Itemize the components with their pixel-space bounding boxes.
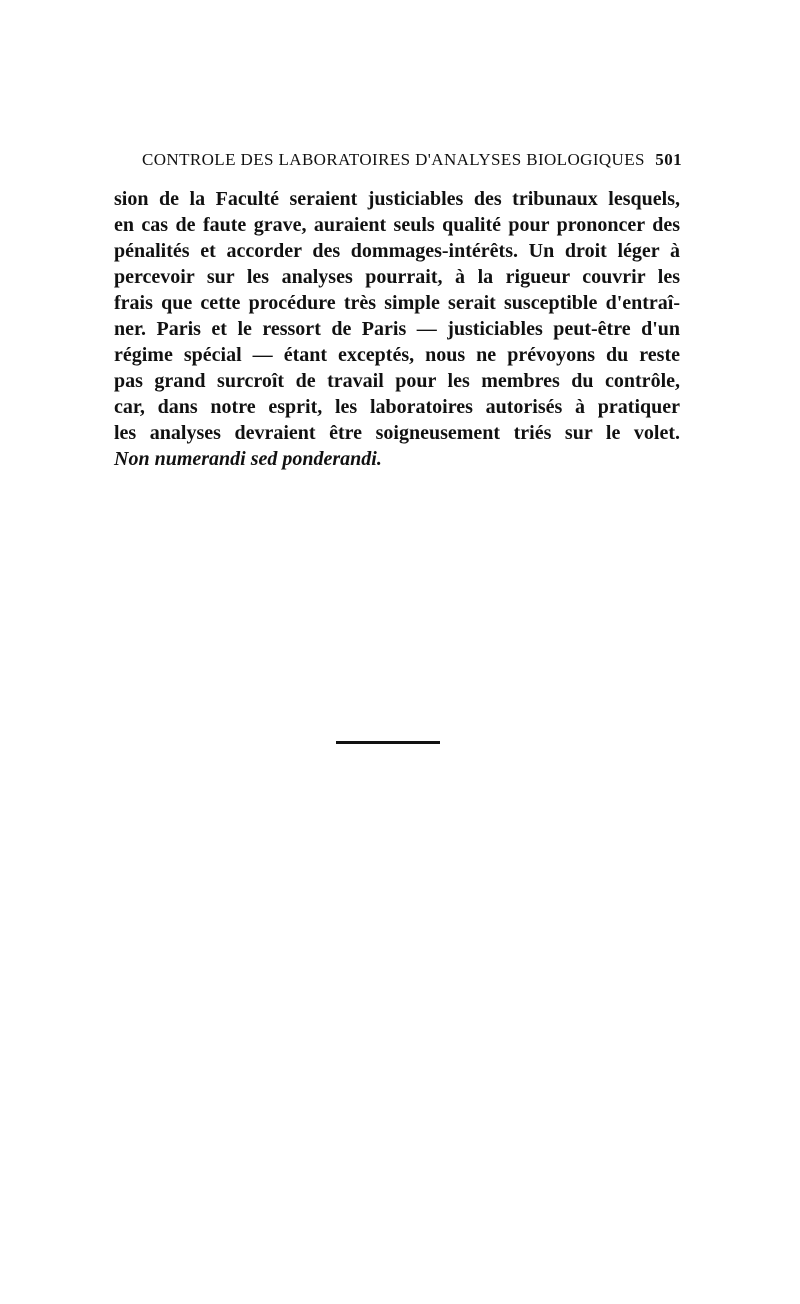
running-title: CONTROLE DES LABORATOIRES D'ANALYSES BIOLOGIQUES	[142, 150, 645, 169]
text-line: sion de la Faculté seraient justiciables des tribunaux lesquels,	[114, 188, 680, 210]
text-line: frais que cette procédure très simple serait susceptible d'entraî-	[114, 292, 680, 314]
body-paragraph	[114, 186, 680, 472]
text-line: en cas de faute grave, auraient seuls qualité pour prononcer des	[114, 214, 680, 236]
section-end-rule	[336, 741, 440, 744]
text-line: ner. Paris et le ressort de Paris — justiciables peut-être d'un	[114, 318, 680, 340]
text-line: pas grand surcroît de travail pour les membres du contrôle,	[114, 370, 680, 392]
text-line: percevoir sur les analyses pourrait, à la rigueur couvrir les	[114, 266, 680, 288]
text-line: car, dans notre esprit, les laboratoires autorisés à pratiquer	[114, 396, 680, 418]
text-line: pénalités et accorder des dommages-intérêts. Un droit léger à	[114, 240, 680, 262]
closing-italic-line: Non numerandi sed ponderandi.	[114, 448, 382, 470]
page-number: 501	[655, 150, 682, 169]
text-line: régime spécial — étant exceptés, nous ne prévoyons du reste	[114, 344, 680, 366]
text-line: les analyses devraient être soigneusement triés sur le volet.	[114, 422, 680, 444]
running-header	[142, 150, 682, 174]
